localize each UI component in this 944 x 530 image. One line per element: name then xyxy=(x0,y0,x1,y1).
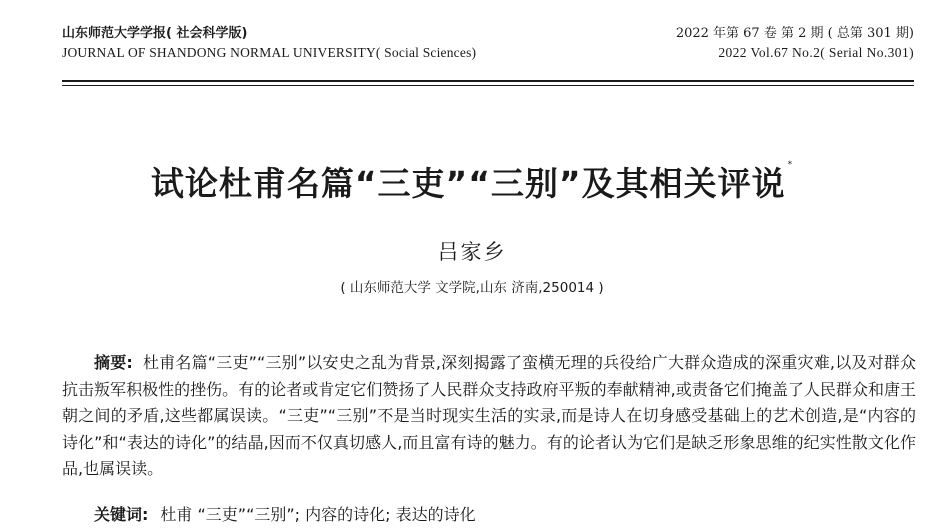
journal-name-en: JOURNAL OF SHANDONG NORMAL UNIVERSITY( Social Sciences) xyxy=(62,45,477,60)
abstract-text: 杜甫名篇“三吏”“三别”以安史之乱为背景,深刻揭露了蛮横无理的兵役给广大群众造成的深重灾难,以及对群众抗击叛军积极性的挫伤。有的论者或肯定它们赞扬了人民群众支持政府平叛的奉献精神,或责备它们掩盖了人民群众和唐王朝之间的矛盾,这些都属误读。“三吏”“三别”不是当时现实生活的实录,而是诗人在切身感受基础上的艺术创造,是“内容的诗化”和“表达的诗化”的结晶,因而不仅真切感人,而且富有诗的魅力。有的论者认为它们是缺乏形象思维的纪实性散文化作品,也属误读。 xyxy=(62,353,916,478)
article-title xyxy=(0,158,944,205)
title-footnote-mark: * xyxy=(787,160,794,170)
article-title-text: 试论杜甫名篇“三吏”“三别”及其相关评说 xyxy=(150,164,786,203)
keywords-text: 杜甫 “三吏”“三别”; 内容的诗化; 表达的诗化 xyxy=(160,505,476,524)
header-row-chinese xyxy=(62,22,914,44)
issue-info-en: 2022 Vol.67 No.2( Serial No.301) xyxy=(718,45,914,60)
author-name: 吕家乡 xyxy=(437,240,507,264)
journal-header xyxy=(62,22,914,72)
abstract-label: 摘要: xyxy=(94,353,133,372)
abstract xyxy=(62,350,916,483)
issue-info-cn: 2022 年第 67 卷 第 2 期 ( 总第 301 期) xyxy=(675,26,914,41)
header-rule-thin xyxy=(62,85,914,86)
author-affiliation: ( 山东师范大学 文学院,山东 济南,250014 ) xyxy=(340,280,604,296)
header-row-english xyxy=(62,45,914,67)
keywords xyxy=(94,503,916,527)
header-rule-thick xyxy=(62,80,914,82)
keywords-label: 关键词: xyxy=(94,505,149,524)
journal-name-cn: 山东师范大学学报( 社会科学版) xyxy=(62,26,248,41)
